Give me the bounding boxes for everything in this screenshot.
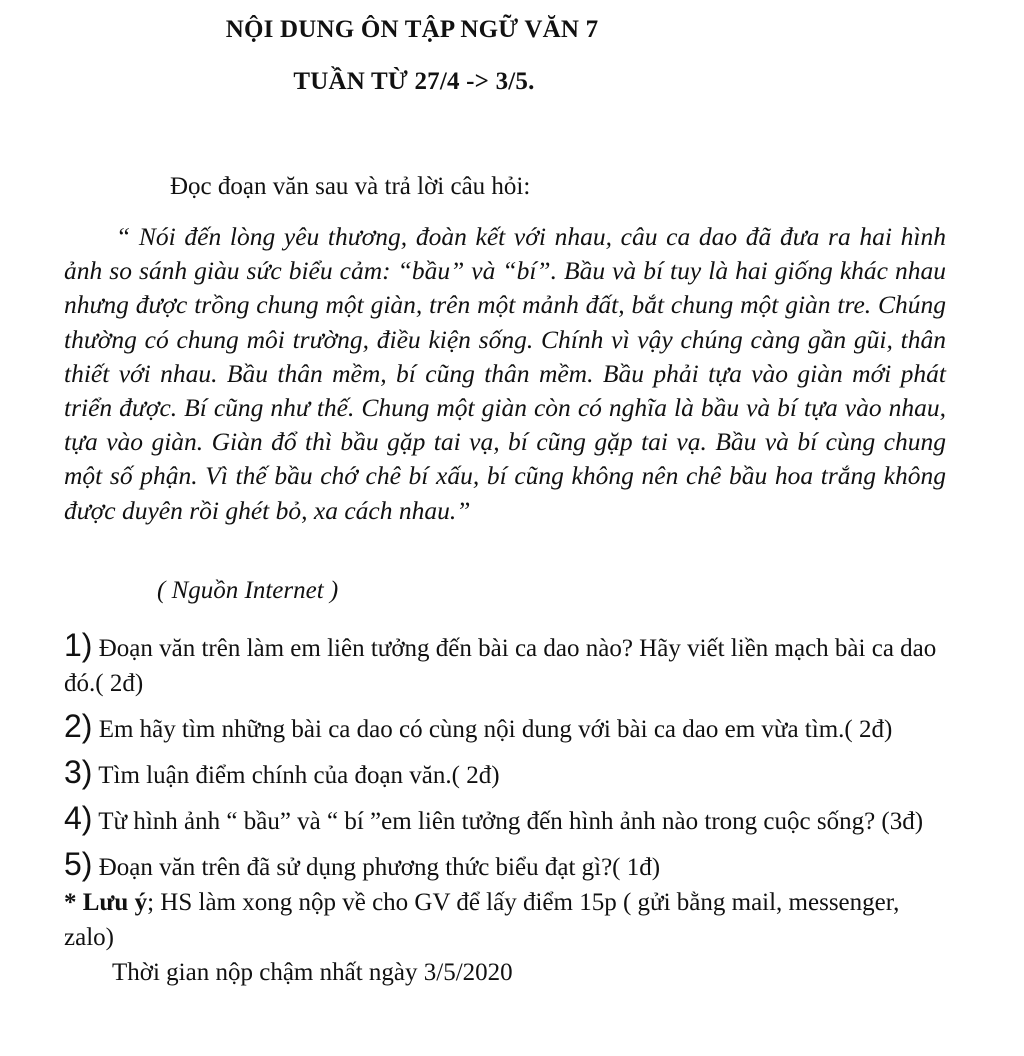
instruction-text: Đọc đoạn văn sau và trả lời câu hỏi: bbox=[170, 173, 531, 200]
question-number: 2) bbox=[64, 708, 93, 744]
question-text: Từ hình ảnh “ bầu” và “ bí ”em liên tưởng đến hình ảnh nào trong cuộc sống? (3đ) bbox=[98, 808, 924, 835]
note-star: * bbox=[64, 889, 77, 916]
question-text: Đoạn văn trên làm em liên tưởng đến bài ca dao nào? Hãy viết liền mạch bài ca dao đó.( 2đ) bbox=[64, 635, 937, 697]
page-title: NỘI DUNG ÔN TẬP NGỮ VĂN 7 bbox=[225, 16, 599, 43]
note-text: ; HS làm xong nộp về cho GV để lấy điểm 15p ( gửi bằng mail, messenger, zalo) bbox=[64, 889, 900, 951]
question-number: 4) bbox=[64, 800, 93, 836]
question-text: Tìm luận điểm chính của đoạn văn.( 2đ) bbox=[98, 762, 500, 789]
question-list bbox=[64, 628, 954, 990]
question-item bbox=[64, 709, 954, 747]
passage-source: ( Nguồn Internet ) bbox=[157, 577, 339, 604]
question-item bbox=[64, 628, 954, 701]
reading-passage: “ Nói đến lòng yêu thương, đoàn kết với nhau, câu ca dao đã đưa ra hai hình ảnh so sánh giàu sức biểu cảm: “bầu” và “bí”. Bầu và bí tuy là hai giống khác nhau nhưng được trồng chung một giàn, trên một mảnh đất, bắt chung một giàn tre. Chúng thường có chung môi trường, điều kiện sống. Chính vì vậy chúng càng gần gũi, thân thiết với nhau. Bầu thân mềm, bí cũng thân mềm. Bầu phải tựa vào giàn mới phát triển được. Bí cũng như thế. Chung một giàn còn có nghĩa là bầu và bí tựa vào nhau, tựa vào giàn. Giàn đổ thì bầu gặp tai vạ, bí cũng gặp tai vạ. Bầu và bí cùng chung một số phận. Vì thế bầu chớ chê bí xấu, bí cũng không nên chê bầu hoa trắng không được duyên rồi ghét bỏ, xa cách nhau.” bbox=[64, 222, 946, 525]
question-number: 5) bbox=[64, 846, 93, 882]
question-text: Đoạn văn trên đã sử dụng phương thức biểu đạt gì?( 1đ) bbox=[98, 854, 661, 881]
question-text: Em hãy tìm những bài ca dao có cùng nội dung với bài ca dao em vừa tìm.( 2đ) bbox=[98, 716, 893, 743]
question-number: 1) bbox=[64, 627, 93, 663]
question-item bbox=[64, 755, 954, 793]
question-item bbox=[64, 847, 954, 885]
note-paragraph bbox=[64, 885, 954, 955]
deadline-text: Thời gian nộp chậm nhất ngày 3/5/2020 bbox=[112, 959, 513, 986]
note-label: Lưu ý bbox=[82, 889, 148, 916]
page-subtitle: TUẦN TỪ 27/4 -> 3/5. bbox=[293, 68, 535, 95]
question-item bbox=[64, 801, 954, 839]
question-number: 3) bbox=[64, 754, 93, 790]
